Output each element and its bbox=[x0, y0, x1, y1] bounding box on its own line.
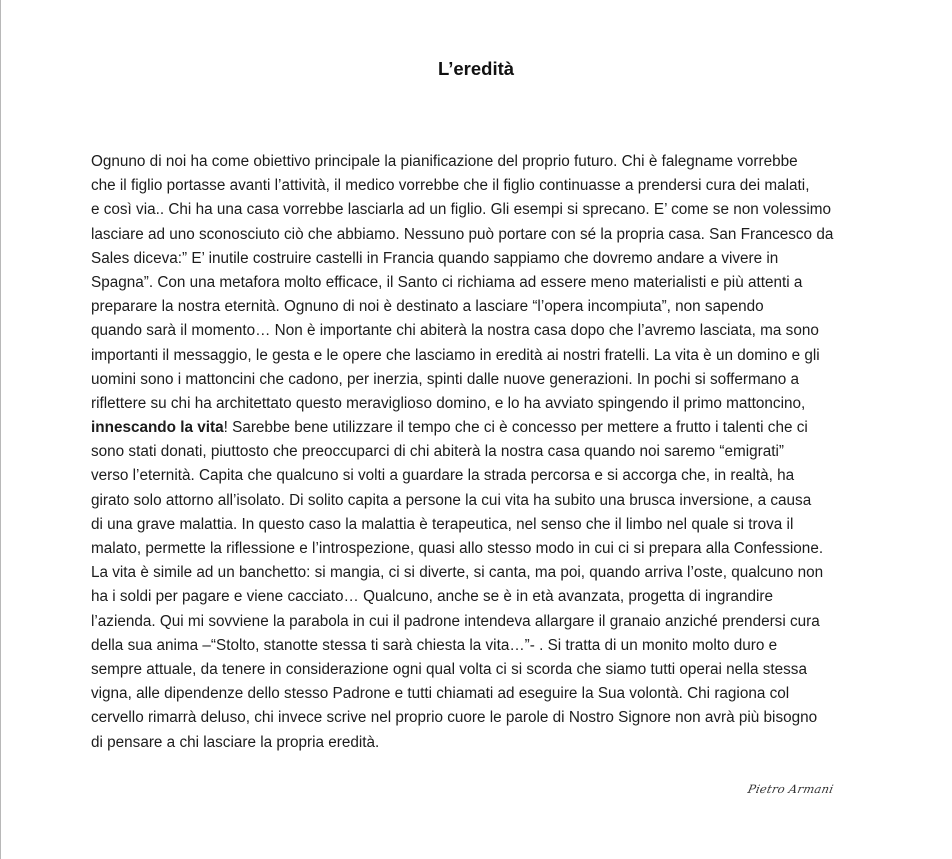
paragraph-line: uomini sono i mattoncini che cadono, per inerzia, spinti dalle nuove generazioni. In pochi si soffermano a bbox=[91, 370, 800, 388]
paragraph-line: sempre attuale, da tenere in considerazione ogni qual volta ci si scorda che siamo tutti operai nella stessa bbox=[91, 660, 807, 678]
paragraph-line: girato solo attorno all’isolato. Di solito capita a persone la cui vita ha subito una brusca inversione, a causa bbox=[91, 491, 812, 509]
author-signature: Pietro Armani bbox=[746, 782, 835, 796]
paragraph-line: preparare la nostra eternità. Ognuno di noi è destinato a lasciare “l’opera incompiuta”, non sapendo bbox=[91, 298, 764, 316]
paragraph-line: Ognuno di noi ha come obiettivo principale la pianificazione del proprio futuro. Chi è falegname vorrebbe bbox=[91, 153, 798, 170]
paragraph-line: importanti il messaggio, le gesta e le opere che lasciamo in eredità ai nostri fratelli. La vita è un domino e gli bbox=[91, 346, 820, 364]
paragraph-line: che il figlio portasse avanti l’attività, il medico vorrebbe che il figlio continuasse a prendersi cura dei malati, bbox=[91, 177, 810, 195]
paragraph-line: sono stati donati, piuttosto che preoccuparci di chi abiterà la nostra casa quando noi saremo “emigrati” bbox=[91, 443, 784, 461]
document-title: L’eredità bbox=[437, 58, 515, 79]
paragraph-line: malato, permette la riflessione e l’introspezione, quasi allo stesso modo in cui ci si prepara alla Confessione. bbox=[91, 540, 824, 557]
paragraph-line-bold bbox=[91, 416, 871, 440]
paragraph-line: lasciare ad uno sconosciuto ciò che abbiamo. Nessuno può portare con sé la propria casa. San Francesco da bbox=[91, 225, 834, 243]
paragraph-line: della sua anima –“Stolto, stanotte stessa ti sarà chiesta la vita…”- . Si tratta di un monito molto duro e bbox=[91, 636, 778, 654]
paragraph-line: di una grave malattia. In questo caso la malattia è terapeutica, nel senso che il limbo nel quale si trova il bbox=[91, 515, 794, 533]
paragraph-line: verso l’eternità. Capita che qualcuno si volti a guardare la strada percorsa e si accorga che, in realtà, ha bbox=[91, 467, 795, 485]
paragraph-line: l’azienda. Qui mi sovviene la parabola in cui il padrone intendeva allargare il granaio anziché prendersi cura bbox=[91, 612, 820, 630]
paragraph-line: ha i soldi per pagare e viene cacciato… Qualcuno, anche se è in età avanzata, progetta di ingrandire bbox=[91, 588, 773, 606]
paragraph-line: di pensare a chi lasciare la propria eredità. bbox=[91, 733, 380, 751]
paragraph-line: cervello rimarrà deluso, chi invece scrive nel proprio cuore le parole di Nostro Signore non avrà più bisogno bbox=[91, 709, 818, 727]
paragraph-line: e così via.. Chi ha una casa vorrebbe lasciarla ad un figlio. Gli esempi si sprecano. E’ come se non volessimo bbox=[91, 201, 831, 219]
paragraph-line: Spagna”. Con una metafora molto efficace, il Santo ci richiama ad essere meno materialisti e più attenti a bbox=[91, 273, 803, 291]
page-edge bbox=[0, 0, 1, 859]
paragraph-line-rest: ! Sarebbe bene utilizzare il tempo che ci è concesso per mettere a frutto i talenti che ci bbox=[223, 419, 808, 437]
paragraph-line: vigna, alle dipendenze dello stesso Padrone e tutti chiamati ad eseguire la Sua volontà. Chi ragiona col bbox=[91, 685, 790, 703]
paragraph-line: riflettere su chi ha architettato questo meraviglioso domino, e lo ha avviato spingendo il primo mattoncino, bbox=[91, 394, 806, 412]
emphasis-text: innescando la vita bbox=[91, 419, 224, 437]
paragraph-line: quando sarà il momento… Non è importante chi abiterà la nostra casa dopo che l’avremo lasciata, ma sono bbox=[91, 322, 819, 340]
paragraph-line: Sales diceva:” E’ inutile costruire castelli in Francia quando sappiamo che dovremo andare a vivere in bbox=[91, 249, 779, 267]
document-body bbox=[91, 150, 871, 755]
paragraph-line: La vita è simile ad un banchetto: si mangia, ci si diverte, si canta, ma poi, quando arriva l’oste, qualcuno non bbox=[91, 564, 824, 582]
